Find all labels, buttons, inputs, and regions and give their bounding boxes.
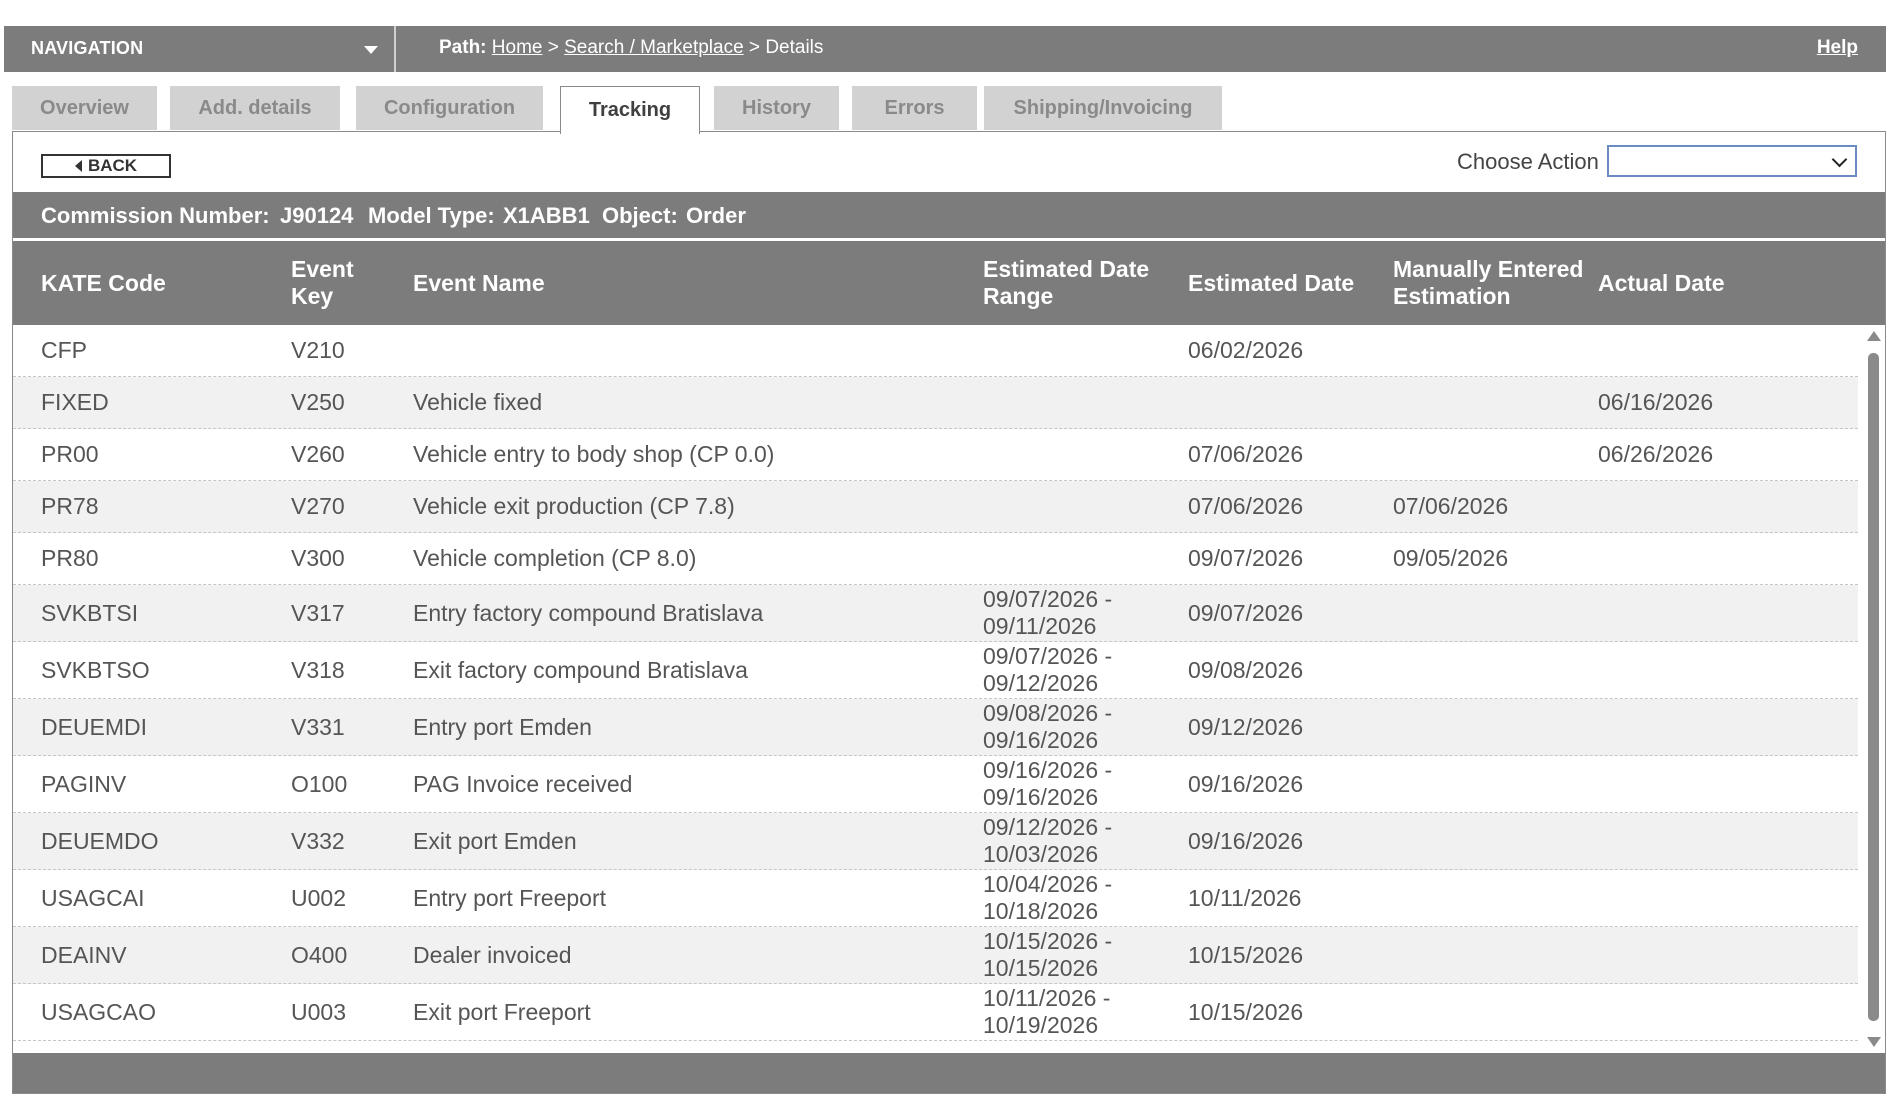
scroll-up-icon[interactable] — [1867, 331, 1881, 341]
kate-code-cell: SVKBTSO — [41, 656, 150, 683]
table-row[interactable] — [13, 927, 1858, 984]
header-kate-code[interactable]: KATE Code — [41, 269, 166, 296]
kate-code-cell: PR78 — [41, 493, 99, 519]
kate-code-cell: DEAINV — [41, 941, 127, 968]
event-name-cell — [413, 325, 973, 376]
table-row[interactable] — [13, 481, 1858, 533]
actual-date-cell: 06/16/2026 — [1598, 389, 1714, 415]
estimated-date-cell: 09/16/2026 — [1188, 770, 1304, 797]
estimated-date-range-cell — [983, 377, 1183, 428]
event-key-cell: V250 — [291, 389, 345, 415]
event-key-cell: O400 — [291, 941, 348, 968]
estimated-date-range-cell: 09/08/2026 - 09/16/2026 — [983, 700, 1113, 753]
manual-estimation-cell: 09/05/2026 — [1393, 545, 1509, 571]
breadcrumb-separator: > — [743, 37, 766, 58]
header-actual-date[interactable]: Actual Date — [1598, 269, 1725, 296]
table-footer-bar — [13, 1053, 1885, 1093]
tab-label: Shipping/Invoicing — [1013, 96, 1193, 119]
estimated-date-range-cell: 09/16/2026 - 09/16/2026 — [983, 757, 1113, 810]
tab-add-details[interactable] — [170, 86, 340, 130]
event-key-cell: V317 — [291, 599, 345, 626]
object-label: Object: — [602, 203, 678, 228]
tab-overview[interactable] — [12, 86, 157, 130]
manual-estimation-cell: 07/06/2026 — [1393, 493, 1509, 519]
estimated-date-range-cell — [983, 533, 1183, 584]
estimated-date-cell: 10/15/2026 — [1188, 941, 1304, 968]
event-name-cell: Vehicle fixed — [413, 389, 543, 415]
event-name-cell: Vehicle completion (CP 8.0) — [413, 545, 697, 571]
tab-tracking[interactable] — [560, 86, 700, 134]
table-row[interactable] — [13, 325, 1858, 377]
manual-estimation-cell — [1393, 813, 1593, 869]
estimated-date-cell: 09/07/2026 — [1188, 545, 1304, 571]
tab-shipping-invoicing[interactable] — [984, 86, 1222, 130]
estimated-date-cell — [1188, 377, 1388, 428]
tab-label: Overview — [40, 96, 129, 119]
scroll-down-icon[interactable] — [1867, 1037, 1881, 1047]
choose-action-select[interactable] — [1607, 145, 1857, 177]
choose-action-label: Choose Action — [1457, 149, 1599, 174]
event-key-cell: V270 — [291, 493, 345, 519]
commission-number-value: J90124 — [280, 203, 354, 228]
event-name-cell: Exit port Emden — [413, 827, 577, 854]
event-name-cell: Entry port Emden — [413, 713, 592, 740]
breadcrumb — [439, 37, 823, 59]
estimated-date-cell: 09/16/2026 — [1188, 827, 1304, 854]
breadcrumb-home-link[interactable]: Home — [491, 37, 543, 58]
manual-estimation-cell — [1393, 927, 1593, 983]
commission-number-label: Commission Number: — [41, 203, 270, 228]
estimated-date-cell: 09/08/2026 — [1188, 656, 1304, 683]
kate-code-cell: CFP — [41, 337, 87, 363]
tab-label: Configuration — [383, 96, 516, 119]
manual-estimation-cell — [1393, 642, 1593, 698]
actual-date-cell — [1598, 699, 1848, 755]
actual-date-cell — [1598, 756, 1848, 812]
kate-code-cell: DEUEMDI — [41, 713, 148, 740]
header-event-name[interactable]: Event Name — [413, 269, 545, 296]
estimated-date-range-cell — [983, 481, 1183, 532]
event-key-cell: V331 — [291, 713, 345, 740]
back-arrow-icon — [75, 160, 82, 172]
table-row[interactable] — [13, 813, 1858, 870]
back-button-label: BACK — [87, 156, 138, 175]
table-row[interactable] — [13, 642, 1858, 699]
event-name-cell: Exit factory compound Bratislava — [413, 656, 748, 683]
estimated-date-cell: 06/02/2026 — [1188, 337, 1304, 363]
model-type-label: Model Type: — [368, 203, 495, 228]
chevron-down-icon — [1832, 152, 1848, 168]
manual-estimation-cell — [1393, 870, 1593, 926]
estimated-date-cell: 09/12/2026 — [1188, 713, 1304, 740]
estimated-date-range-cell: 10/15/2026 - 10/15/2026 — [983, 928, 1113, 981]
event-key-cell: V332 — [291, 827, 345, 854]
back-button[interactable] — [41, 154, 171, 178]
breadcrumb-label: Path: — [439, 37, 487, 58]
table-row[interactable] — [13, 699, 1858, 756]
event-key-cell: V210 — [291, 337, 345, 363]
table-scrollbar[interactable] — [1863, 325, 1885, 1053]
table-row[interactable] — [13, 585, 1858, 642]
tracking-panel — [12, 131, 1886, 1094]
tab-errors[interactable] — [852, 86, 977, 130]
breadcrumb-separator: > — [542, 37, 565, 58]
help-link[interactable]: Help — [1816, 37, 1858, 58]
table-row[interactable] — [13, 429, 1858, 481]
kate-code-cell: SVKBTSI — [41, 599, 139, 626]
breadcrumb-search-link[interactable]: Search / Marketplace — [564, 37, 744, 58]
navigation-dropdown-label: NAVIGATION — [31, 38, 144, 58]
order-info-bar — [13, 192, 1885, 238]
event-key-cell: U002 — [291, 884, 346, 911]
event-key-cell: U003 — [291, 998, 346, 1025]
kate-code-cell: DEUEMDO — [41, 827, 159, 854]
event-name-cell: Vehicle exit production (CP 7.8) — [413, 493, 735, 519]
estimated-date-cell: 10/11/2026 — [1188, 884, 1302, 911]
kate-code-cell: PR00 — [41, 441, 99, 467]
actual-date-cell — [1598, 533, 1848, 584]
tab-label: Tracking — [588, 99, 672, 121]
events-table-body — [13, 325, 1858, 1053]
estimated-date-cell: 07/06/2026 — [1188, 441, 1304, 467]
manual-estimation-cell — [1393, 429, 1593, 480]
actual-date-cell — [1598, 813, 1848, 869]
tab-label: Add. details — [198, 96, 312, 119]
estimated-date-range-cell — [983, 429, 1183, 480]
manual-estimation-cell — [1393, 325, 1593, 376]
estimated-date-range-cell — [983, 325, 1183, 376]
tab-label: Errors — [884, 96, 945, 119]
manual-estimation-cell — [1393, 756, 1593, 812]
caret-down-icon — [364, 46, 378, 54]
event-name-cell: Dealer invoiced — [413, 941, 572, 968]
table-row[interactable] — [13, 984, 1858, 1041]
event-key-cell: V318 — [291, 656, 345, 683]
table-row[interactable] — [13, 756, 1858, 813]
top-navigation-bar — [4, 26, 1886, 72]
actual-date-cell — [1598, 984, 1848, 1040]
event-key-cell: V260 — [291, 441, 345, 467]
manual-estimation-cell — [1393, 585, 1593, 641]
kate-code-cell: PAGINV — [41, 770, 127, 797]
breadcrumb-current: Details — [765, 37, 824, 58]
event-key-cell: V300 — [291, 545, 345, 571]
scrollbar-thumb[interactable] — [1868, 353, 1879, 1021]
actual-date-cell: 06/26/2026 — [1598, 441, 1714, 467]
table-header — [13, 241, 1885, 325]
actual-date-cell — [1598, 481, 1848, 532]
actual-date-cell — [1598, 642, 1848, 698]
event-name-cell: Entry port Freeport — [413, 884, 607, 911]
event-name-cell: Exit port Freeport — [413, 998, 591, 1025]
manual-estimation-cell — [1393, 699, 1593, 755]
estimated-date-range-cell: 10/11/2026 - 10/19/2026 — [983, 985, 1111, 1038]
estimated-date-range-cell: 09/07/2026 - 09/12/2026 — [983, 643, 1113, 696]
actual-date-cell — [1598, 870, 1848, 926]
event-name-cell: PAG Invoice received — [413, 770, 633, 797]
actual-date-cell — [1598, 585, 1848, 641]
kate-code-cell: FIXED — [41, 389, 109, 415]
estimated-date-cell: 07/06/2026 — [1188, 493, 1304, 519]
table-row[interactable] — [13, 870, 1858, 927]
table-row[interactable] — [13, 377, 1858, 429]
estimated-date-range-cell: 09/07/2026 - 09/11/2026 — [983, 586, 1113, 639]
kate-code-cell: PR80 — [41, 545, 99, 571]
header-event-key[interactable]: Event Key — [291, 256, 354, 309]
tab-history[interactable] — [714, 86, 839, 130]
estimated-date-cell: 10/15/2026 — [1188, 998, 1304, 1025]
table-row[interactable] — [13, 533, 1858, 585]
model-type-value: X1ABB1 — [503, 203, 590, 228]
kate-code-cell: USAGCAI — [41, 884, 145, 911]
header-estimated-date-range[interactable]: Estimated Date Range — [983, 256, 1150, 309]
event-name-cell: Vehicle entry to body shop (CP 0.0) — [413, 441, 775, 467]
estimated-date-range-cell: 10/04/2026 - 10/18/2026 — [983, 871, 1113, 924]
estimated-date-range-cell: 09/12/2026 - 10/03/2026 — [983, 814, 1113, 867]
event-name-cell: Entry factory compound Bratislava — [413, 599, 764, 626]
object-value: Order — [686, 203, 746, 228]
actual-date-cell — [1598, 927, 1848, 983]
tab-configuration[interactable] — [356, 86, 543, 130]
event-key-cell: O100 — [291, 770, 348, 797]
manual-estimation-cell — [1393, 984, 1593, 1040]
header-manually-entered-estimation[interactable]: Manually Entered Estimation — [1393, 256, 1584, 309]
tab-label: History — [742, 96, 811, 119]
manual-estimation-cell — [1393, 377, 1593, 428]
kate-code-cell: USAGCAO — [41, 998, 157, 1025]
estimated-date-cell: 09/07/2026 — [1188, 599, 1304, 626]
navigation-dropdown[interactable] — [4, 26, 396, 72]
actual-date-cell — [1598, 325, 1848, 376]
header-estimated-date[interactable]: Estimated Date — [1188, 269, 1355, 296]
